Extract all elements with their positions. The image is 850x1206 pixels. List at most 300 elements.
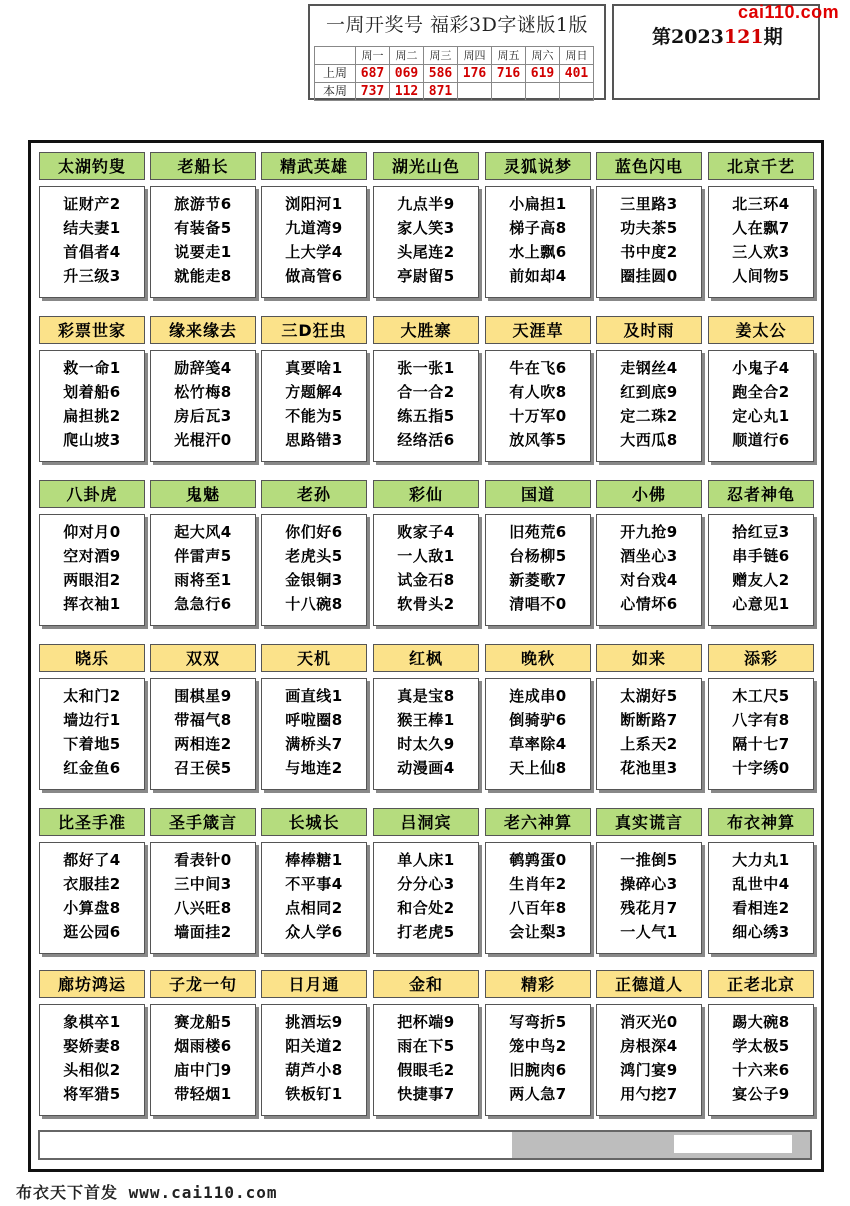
riddle-line: 都好了4 [63, 851, 121, 869]
riddle-line: 庙中门9 [174, 1061, 232, 1079]
riddle-line: 细心绣3 [732, 923, 790, 941]
card-title: 及时雨 [596, 316, 702, 344]
card-title: 姜太公 [708, 316, 814, 344]
row-label: 本周 [315, 83, 356, 101]
draw-corner-cell [315, 47, 356, 65]
riddle-line: 笼中鸟2 [509, 1037, 567, 1055]
card-body [261, 1004, 367, 1116]
riddle-line: 单人床1 [397, 851, 455, 869]
riddle-line: 划着船6 [63, 383, 121, 401]
card-body [485, 842, 591, 954]
riddle-line: 圈挂圆0 [620, 267, 678, 285]
card-title: 天机 [261, 644, 367, 672]
card-body [596, 350, 702, 462]
riddle-line: 上大学4 [285, 243, 343, 261]
card-body [373, 678, 479, 790]
card-body [708, 678, 814, 790]
riddle-line: 练五指5 [397, 407, 455, 425]
card-title: 彩仙 [373, 480, 479, 508]
riddle-line: 阳关道2 [285, 1037, 343, 1055]
card-title: 彩票世家 [39, 316, 145, 344]
puzzle-card [150, 644, 256, 790]
card-body [485, 678, 591, 790]
riddle-line: 亭尉留5 [397, 267, 455, 285]
row-label: 上周 [315, 65, 356, 83]
riddle-line: 看相连2 [732, 899, 790, 917]
puzzle-card [708, 808, 814, 954]
riddle-line: 不平事4 [285, 875, 343, 893]
puzzle-card [373, 970, 479, 1116]
riddle-line: 水上飘6 [509, 243, 567, 261]
riddle-line: 升三级3 [63, 267, 121, 285]
draw-days-row [315, 47, 594, 65]
riddle-line: 生肖年2 [509, 875, 567, 893]
riddle-line: 头相似2 [63, 1061, 121, 1079]
puzzle-card [261, 152, 367, 298]
riddle-line: 棒棒糖1 [285, 851, 343, 869]
riddle-line: 方题解4 [285, 383, 343, 401]
riddle-line: 猴王棒1 [397, 711, 455, 729]
riddle-line: 墙面挂2 [174, 923, 232, 941]
riddle-line: 浏阳河1 [285, 195, 343, 213]
riddle-line: 有人吹8 [509, 383, 567, 401]
card-title: 八卦虎 [39, 480, 145, 508]
riddle-line: 太湖好5 [620, 687, 678, 705]
riddle-line: 心意见1 [732, 595, 790, 613]
draw-number: 176 [458, 65, 492, 83]
riddle-line: 众人学6 [285, 923, 343, 941]
riddle-line: 张一张1 [397, 359, 455, 377]
riddle-line: 家人笑3 [397, 219, 455, 237]
card-body [150, 1004, 256, 1116]
riddle-line: 烟雨楼6 [174, 1037, 232, 1055]
riddle-line: 八兴旺8 [174, 899, 232, 917]
riddle-line: 软骨头2 [397, 595, 455, 613]
riddle-line: 鸿门宴9 [620, 1061, 678, 1079]
card-title: 比圣手准 [39, 808, 145, 836]
card-body [150, 842, 256, 954]
riddle-line: 新菱歌7 [509, 571, 567, 589]
card-title: 晚秋 [485, 644, 591, 672]
riddle-line: 倒骑驴6 [509, 711, 567, 729]
riddle-line: 真要啥1 [285, 359, 343, 377]
riddle-line: 红到底9 [620, 383, 678, 401]
puzzle-card [485, 808, 591, 954]
card-body [261, 678, 367, 790]
riddle-line: 定二珠2 [620, 407, 678, 425]
card-body [150, 678, 256, 790]
riddle-line: 起大风4 [174, 523, 232, 541]
card-title: 老六神算 [485, 808, 591, 836]
card-body [261, 842, 367, 954]
riddle-line: 对台戏4 [620, 571, 678, 589]
card-body [150, 350, 256, 462]
card-body [373, 514, 479, 626]
riddle-line: 两相连2 [174, 735, 232, 753]
riddle-line: 太和门2 [63, 687, 121, 705]
riddle-line: 赠友人2 [732, 571, 790, 589]
riddle-line: 学太极5 [732, 1037, 790, 1055]
riddle-line: 思路错3 [285, 431, 343, 449]
day-header: 周三 [424, 47, 458, 65]
riddle-line: 呼啦圈8 [285, 711, 343, 729]
riddle-line: 十六来6 [732, 1061, 790, 1079]
issue-prefix: 第2023 [652, 26, 724, 48]
riddle-line: 首倡者4 [63, 243, 121, 261]
riddle-line: 定心丸1 [732, 407, 790, 425]
draw-number: 687 [356, 65, 390, 83]
riddle-line: 点相同2 [285, 899, 343, 917]
card-title: 双双 [150, 644, 256, 672]
riddle-line: 残花月7 [620, 899, 678, 917]
riddle-line: 励辞笺4 [174, 359, 232, 377]
card-body [373, 350, 479, 462]
riddle-line: 九点半9 [397, 195, 455, 213]
puzzle-card [596, 152, 702, 298]
puzzle-card [261, 808, 367, 954]
draw-number: 586 [424, 65, 458, 83]
riddle-line: 用勺挖7 [620, 1085, 678, 1103]
puzzle-card [708, 970, 814, 1116]
riddle-line: 和合处2 [397, 899, 455, 917]
puzzle-card [373, 152, 479, 298]
riddle-line: 松竹梅8 [174, 383, 232, 401]
riddle-line: 光棍汗0 [174, 431, 232, 449]
footer-slogan[interactable]: 布衣天下首发 www.cai110.com [16, 1183, 278, 1202]
riddle-line: 一人敌1 [397, 547, 455, 565]
draw-number [492, 83, 526, 101]
puzzle-card [485, 316, 591, 462]
riddle-line: 功夫茶5 [620, 219, 678, 237]
riddle-line: 满桥头7 [285, 735, 343, 753]
riddle-line: 写弯折5 [509, 1013, 567, 1031]
puzzle-card [596, 644, 702, 790]
riddle-line: 象棋卒1 [63, 1013, 121, 1031]
riddle-line: 带福气8 [174, 711, 232, 729]
riddle-line: 画直线1 [285, 687, 343, 705]
riddle-line: 头尾连2 [397, 243, 455, 261]
riddle-line: 十字绣0 [732, 759, 790, 777]
riddle-line: 围棋星9 [174, 687, 232, 705]
card-body [39, 678, 145, 790]
puzzle-card [261, 970, 367, 1116]
puzzle-card [150, 152, 256, 298]
riddle-line: 逛公园6 [63, 923, 121, 941]
riddle-line: 拾红豆3 [732, 523, 790, 541]
card-title: 天涯草 [485, 316, 591, 344]
card-title: 圣手箴言 [150, 808, 256, 836]
puzzle-card [261, 480, 367, 626]
card-body [485, 514, 591, 626]
riddle-line: 空对酒9 [63, 547, 121, 565]
riddle-line: 八百年8 [509, 899, 567, 917]
riddle-line: 串手链6 [732, 547, 790, 565]
card-title: 忍者神龟 [708, 480, 814, 508]
riddle-line: 天上仙8 [509, 759, 567, 777]
riddle-line: 挥衣袖1 [63, 595, 121, 613]
card-title: 灵狐说梦 [485, 152, 591, 180]
card-title: 红枫 [373, 644, 479, 672]
puzzle-card [373, 644, 479, 790]
riddle-line: 梯子高8 [509, 219, 567, 237]
card-body [708, 350, 814, 462]
card-body [261, 514, 367, 626]
riddle-line: 说要走1 [174, 243, 232, 261]
card-title: 真实谎言 [596, 808, 702, 836]
riddle-line: 旅游节6 [174, 195, 232, 213]
riddle-line: 隔十七7 [732, 735, 790, 753]
card-body [39, 186, 145, 298]
riddle-line: 召王侯5 [174, 759, 232, 777]
riddle-line: 伴雷声5 [174, 547, 232, 565]
riddle-line: 不能为5 [285, 407, 343, 425]
card-title: 缘来缘去 [150, 316, 256, 344]
card-body [39, 1004, 145, 1116]
riddle-line: 大力丸1 [732, 851, 790, 869]
card-title: 老孙 [261, 480, 367, 508]
riddle-line: 时太久9 [397, 735, 455, 753]
riddle-line: 小算盘8 [63, 899, 121, 917]
card-title: 正老北京 [708, 970, 814, 998]
weekly-draw-title: 一周开奖号 福彩3D字谜版1版 [326, 14, 588, 36]
puzzle-card [596, 480, 702, 626]
puzzle-card [596, 808, 702, 954]
card-body [708, 186, 814, 298]
card-title: 吕洞宾 [373, 808, 479, 836]
card-title: 长城长 [261, 808, 367, 836]
riddle-line: 铁板钉1 [285, 1085, 343, 1103]
card-body [150, 186, 256, 298]
riddle-line: 人在飘7 [732, 219, 790, 237]
riddle-line: 书中度2 [620, 243, 678, 261]
puzzle-card [39, 480, 145, 626]
puzzle-card [485, 644, 591, 790]
riddle-line: 两眼泪2 [63, 571, 121, 589]
riddle-line: 鹌鹑蛋0 [509, 851, 567, 869]
riddle-line: 人间物5 [732, 267, 790, 285]
riddle-line: 乱世中4 [732, 875, 790, 893]
riddle-line: 葫芦小8 [285, 1061, 343, 1079]
draw-row-last-week [315, 65, 594, 83]
riddle-line: 旧腕肉6 [509, 1061, 567, 1079]
card-title: 鬼魅 [150, 480, 256, 508]
riddle-line: 小扁担1 [509, 195, 567, 213]
riddle-line: 旧苑荒6 [509, 523, 567, 541]
riddle-line: 酒坐心3 [620, 547, 678, 565]
riddle-line: 开九抢9 [620, 523, 678, 541]
riddle-line: 把杯端9 [397, 1013, 455, 1031]
riddle-line: 经络活6 [397, 431, 455, 449]
day-header: 周六 [526, 47, 560, 65]
card-title: 小佛 [596, 480, 702, 508]
riddle-line: 八字有8 [732, 711, 790, 729]
riddle-line: 小鬼子4 [732, 359, 790, 377]
day-header: 周日 [560, 47, 594, 65]
card-body [485, 350, 591, 462]
issue-label [652, 22, 783, 49]
riddle-line: 十八碗8 [285, 595, 343, 613]
card-body [596, 514, 702, 626]
card-title: 廊坊鸿运 [39, 970, 145, 998]
riddle-line: 将军猎5 [63, 1085, 121, 1103]
riddle-line: 草率除4 [509, 735, 567, 753]
riddle-line: 断断路7 [620, 711, 678, 729]
puzzle-card [261, 644, 367, 790]
card-title: 晓乐 [39, 644, 145, 672]
card-body [39, 514, 145, 626]
riddle-line: 前如却4 [509, 267, 567, 285]
riddle-line: 有装备5 [174, 219, 232, 237]
puzzle-card [596, 316, 702, 462]
riddle-line: 会让梨3 [509, 923, 567, 941]
card-title: 湖光山色 [373, 152, 479, 180]
card-title: 北京千艺 [708, 152, 814, 180]
riddle-line: 踢大碗8 [732, 1013, 790, 1031]
riddle-line: 衣服挂2 [63, 875, 121, 893]
riddle-line: 跑全合2 [732, 383, 790, 401]
draw-row-this-week [315, 83, 594, 101]
riddle-line: 证财产2 [63, 195, 121, 213]
riddle-line: 急急行6 [174, 595, 232, 613]
card-title: 国道 [485, 480, 591, 508]
card-body [596, 186, 702, 298]
riddle-line: 房根深4 [620, 1037, 678, 1055]
card-title: 日月通 [261, 970, 367, 998]
draw-number [560, 83, 594, 101]
riddle-line: 心情坏6 [620, 595, 678, 613]
riddle-line: 消灭光0 [620, 1013, 678, 1031]
card-title: 如来 [596, 644, 702, 672]
riddle-line: 连成串0 [509, 687, 567, 705]
footer-blank-field [674, 1135, 792, 1153]
riddle-line: 仰对月0 [63, 523, 121, 541]
riddle-line: 两人急7 [509, 1085, 567, 1103]
puzzle-card [708, 152, 814, 298]
draw-number: 716 [492, 65, 526, 83]
riddle-line: 结夫妻1 [63, 219, 121, 237]
puzzle-card [39, 808, 145, 954]
riddle-line: 扁担挑2 [63, 407, 121, 425]
puzzle-card [373, 808, 479, 954]
riddle-line: 雨在下5 [397, 1037, 455, 1055]
card-body [373, 186, 479, 298]
card-body [596, 1004, 702, 1116]
card-title: 精彩 [485, 970, 591, 998]
riddle-line: 金银铜3 [285, 571, 343, 589]
riddle-line: 做高管6 [285, 267, 343, 285]
weekly-draw-panel [308, 4, 606, 100]
riddle-line: 带轻烟1 [174, 1085, 232, 1103]
card-title: 精武英雄 [261, 152, 367, 180]
site-watermark[interactable]: cai110.com [738, 2, 840, 22]
card-body [708, 514, 814, 626]
riddle-line: 老虎头5 [285, 547, 343, 565]
riddle-line: 放风筝5 [509, 431, 567, 449]
card-title: 正德道人 [596, 970, 702, 998]
card-body [373, 1004, 479, 1116]
footer-gray-block [512, 1132, 810, 1158]
card-body [261, 186, 367, 298]
puzzle-card [708, 316, 814, 462]
card-body [39, 842, 145, 954]
footer-bar [38, 1130, 812, 1160]
riddle-line: 赛龙船5 [174, 1013, 232, 1031]
riddle-line: 红金鱼6 [63, 759, 121, 777]
riddle-line: 爬山坡3 [63, 431, 121, 449]
card-body [261, 350, 367, 462]
card-title: 大胜寨 [373, 316, 479, 344]
puzzle-card [485, 970, 591, 1116]
puzzle-card [150, 808, 256, 954]
draw-number [526, 83, 560, 101]
riddle-line: 娶娇妻8 [63, 1037, 121, 1055]
card-title: 太湖钓叟 [39, 152, 145, 180]
riddle-line: 下着地5 [63, 735, 121, 753]
riddle-line: 挑酒坛9 [285, 1013, 343, 1031]
card-title: 老船长 [150, 152, 256, 180]
card-body [485, 186, 591, 298]
puzzle-card [39, 644, 145, 790]
card-title: 金和 [373, 970, 479, 998]
card-title: 子龙一句 [150, 970, 256, 998]
riddle-line: 墙边行1 [63, 711, 121, 729]
card-body [485, 1004, 591, 1116]
weekly-draw-table [314, 46, 594, 101]
issue-number: 121 [723, 26, 764, 48]
riddle-line: 十万军0 [509, 407, 567, 425]
card-body [596, 678, 702, 790]
day-header: 周四 [458, 47, 492, 65]
puzzle-card [261, 316, 367, 462]
puzzle-card [39, 970, 145, 1116]
riddle-line: 三人欢3 [732, 243, 790, 261]
puzzle-card [708, 644, 814, 790]
puzzle-card [485, 152, 591, 298]
draw-number: 069 [390, 65, 424, 83]
puzzle-card [39, 152, 145, 298]
riddle-line: 九道湾9 [285, 219, 343, 237]
riddle-line: 雨将至1 [174, 571, 232, 589]
card-body [39, 350, 145, 462]
card-title: 布衣神算 [708, 808, 814, 836]
card-body [708, 842, 814, 954]
puzzle-card [150, 316, 256, 462]
riddle-line: 花池里3 [620, 759, 678, 777]
puzzle-card [39, 316, 145, 462]
draw-number: 619 [526, 65, 560, 83]
draw-number: 112 [390, 83, 424, 101]
riddle-line: 走钢丝4 [620, 359, 678, 377]
riddle-line: 北三环4 [732, 195, 790, 213]
riddle-line: 台杨柳5 [509, 547, 567, 565]
day-header: 周二 [390, 47, 424, 65]
card-body [596, 842, 702, 954]
card-body [150, 514, 256, 626]
card-body [708, 1004, 814, 1116]
riddle-line: 大西瓜8 [620, 431, 678, 449]
draw-number: 737 [356, 83, 390, 101]
riddle-line: 假眼毛2 [397, 1061, 455, 1079]
riddle-line: 分分心3 [397, 875, 455, 893]
puzzle-card [373, 316, 479, 462]
riddle-line: 真是宝8 [397, 687, 455, 705]
puzzle-card [708, 480, 814, 626]
riddle-line: 宴公子9 [732, 1085, 790, 1103]
card-title: 三D狂虫 [261, 316, 367, 344]
day-header: 周一 [356, 47, 390, 65]
riddle-line: 木工尺5 [732, 687, 790, 705]
draw-number [458, 83, 492, 101]
